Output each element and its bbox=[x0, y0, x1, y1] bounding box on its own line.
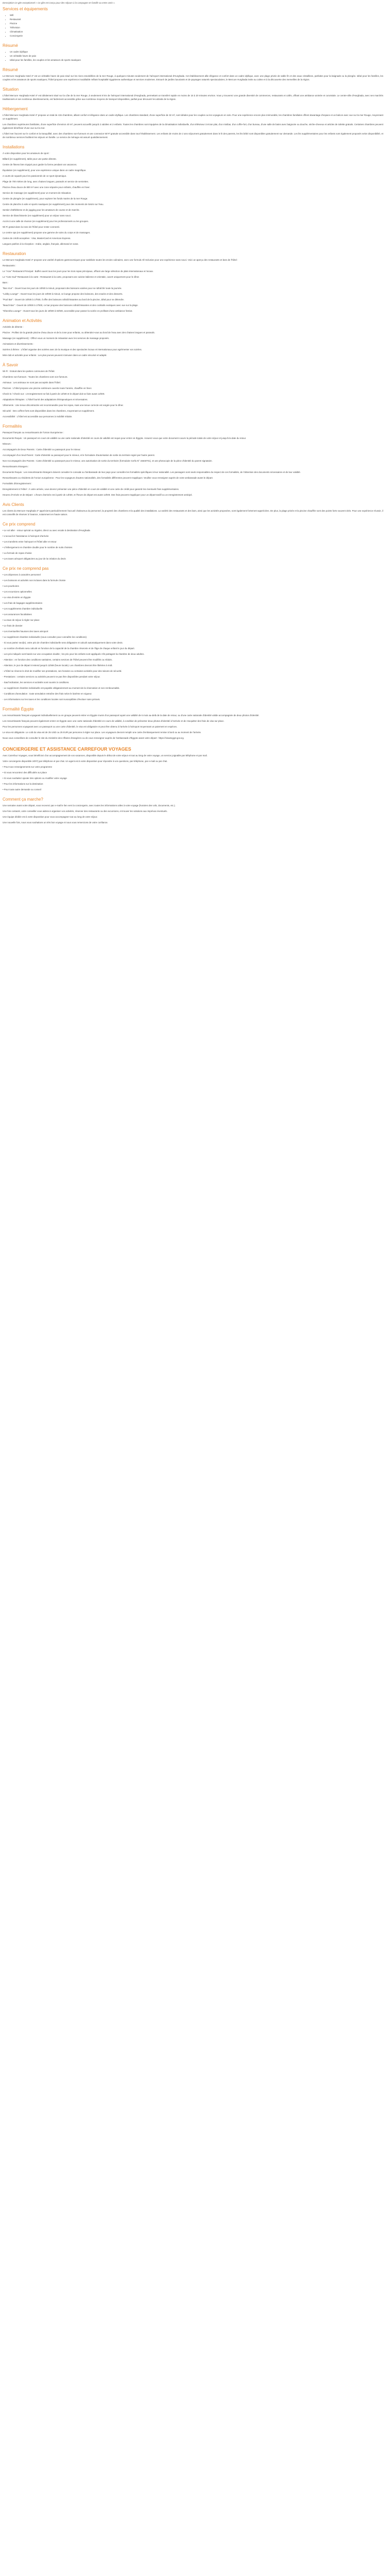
paragraph: Piscine d'eau douce de 800 m² avec une zone séparée pour enfants, chauffée en hiver. bbox=[3, 186, 90, 189]
paragraph: Le Mercure Hurghada Hotel 4* propose une variété d'options gastronomiques pour satisfaire toutes les envies culinaires, avec une formule All Inclusive pour une expérience sans souci. Voici un aperçu des restaurants et bars de l'hôtel : bbox=[3, 259, 238, 261]
paragraph: Les clients du Mercure Hurghada 4* apprécient particulièrement l'accueil chaleureux du personnel, la propreté des chambres et la qualité des installations. La variété des restaurants et des bars, ainsi que les activités proposées, sont également fortement appréciées. De plus, la plage privée et la piscine chauffée sont des points forts souvent cités. Pour une expérience réussie, il est conseillé de réserver à l'avance, notamment en haute saison. bbox=[3, 510, 383, 516]
paragraph: Ressortissants étrangers : bbox=[3, 465, 29, 468]
paragraph: "Sheesha Lounge" : Ouvert tous les jours de 19h00 à 02h00, accessible pour passer la soirée en profitant d'une ambiance festive. bbox=[3, 310, 133, 312]
paragraph: Documents Requis : Les ressortissants étrangers doivent consulter le consulat ou l'ambassade de leur pays pour connaître les formalités spécifiques à leur nationalité. Les passagers sont seuls responsables du respect de ces formalités, de l'obtention des documents nécessaires et de leur validité. bbox=[3, 471, 301, 473]
paragraph: Pour les personnes voyageant avec un passeport ou une carte d'identité, le visa est obligatoire et peut être obtenu à l'arrivée à l'aéroport moyennant un paiement en espèces. bbox=[3, 725, 177, 728]
paragraph: Le centre spa (en supplément) propose une gamme de soins du corps et de massages. bbox=[3, 231, 91, 234]
paragraph: L'hôtel Mercure Hurghada Hotel 4* propose un total de 415 chambres, alliant confort et élégance dans un cadre idyllique. Les chambres standard, d'une superficie de 32 m², sont idéales pour les couples ou les voyageurs en solo. Pour une expérience encore plus mémorable, les chambres familiales offrent davantage d'espace et un balcon avec vue sur la mer Rouge, moyennant un supplément. bbox=[3, 114, 383, 120]
section-body bbox=[3, 74, 383, 81]
paragraph: Votre conciergerie disponible 24h/7j par téléphone et par chat. Un agent est à votre disposition pour répondre à vos questions, par téléphone, par e-mail ou par chat. bbox=[3, 760, 168, 762]
list-item: • Télévision bbox=[10, 26, 383, 29]
list-item: • Piscine bbox=[10, 22, 383, 25]
section-heading: Services et équipements bbox=[3, 7, 48, 11]
paragraph: Passeport français ou ressortissants de l'Union Européenne : bbox=[3, 431, 64, 434]
section-comment bbox=[3, 796, 383, 824]
section-prix_pas bbox=[3, 566, 383, 639]
section-services bbox=[3, 6, 383, 38]
paragraph: Une semaine avant votre départ, vous recevrez par e-mail le lien vers la conciergerie, avec toutes les informations utiles à votre voyage (horaires des vols, documents, etc.). bbox=[3, 804, 176, 807]
paragraph: - Les informations sur les taxes et les conditions locales sont susceptibles d'évoluer sans préavis. bbox=[3, 698, 101, 701]
paragraph: Le Mercure Hurghada Hotel 4* est un véritable havre de paix situé sur les rives ensoleillées de la mer Rouge, à quelques minutes seulement de l'aéroport international d'Hurghada. Cet établissement allie élégance et confort dans un cadre idyllique, avec une plage privée de sable fin et des eaux cristallines, parfaites pour la baignade ou la plongée. Idéal pour les familles, les couples et les amateurs de sports nautiques, l'hôtel propose une expérience inoubliable mêlant hospitalité égyptienne authentique et services modernes. Entouré de jardins luxuriants et de paysages naturels spectaculaires, le Mercure Hurghada invite au calme et à la découverte des merveilles de la région. bbox=[3, 75, 383, 81]
paragraph: Chambres non-fumeurs : Toutes les chambres sont non-fumeurs. bbox=[3, 376, 68, 378]
paragraph: - L'hôtel se réserve le droit de modifier ses prestations, ses horaires ou certaines activités pour des raisons de sécurité. bbox=[3, 670, 122, 672]
paragraph: • Les excursions optionnelles bbox=[3, 590, 32, 593]
list-item: • Conciergerie bbox=[10, 34, 383, 38]
paragraph: Une nouvelle fois, nous vous souhaitons un très bon voyage et nous vous remercions de votre confiance. bbox=[3, 821, 108, 824]
paragraph: • Les assurances facultatives bbox=[3, 613, 32, 616]
section-heading: Formalités bbox=[3, 424, 22, 429]
section-installations bbox=[3, 144, 383, 246]
section-body bbox=[3, 573, 383, 639]
paragraph: Nous vous conseillons de consulter le site du ministère des Affaires étrangères ou de vous renseigner auprès de l'ambassade d'Égypte avant votre départ : https://visa2egypt.gov.eg. bbox=[3, 737, 184, 739]
paragraph: Le visa est obligatoire. Le coût du visa est de 25 USD ou 25 EUR par personne à régler sur place. Les voyageurs devront remplir une carte d'embarquement remise à bord ou au moment de l'arrivée. bbox=[3, 731, 202, 734]
section-resume2 bbox=[3, 67, 383, 81]
section-conditions bbox=[3, 641, 383, 701]
paragraph: - Le supplément chambre individuelle est payable obligatoirement au moment de la réservation et non remboursable. bbox=[3, 687, 120, 689]
paragraph: Adaptations thérapies : L'hôtel fournit des adaptations thérapeutiques et nécessaires. bbox=[3, 398, 88, 401]
paragraph: Une équipe dédiée est à votre disposition pour vous accompagner tout au long de votre séjour. bbox=[3, 816, 98, 818]
paragraph: Sentier d'athlétisme et de jogging pour les amateurs de course et de marche. bbox=[3, 209, 80, 211]
paragraph: - Le nombre d'enfants sera calculé en fonction de la capacité de la chambre réservée et de l'âge de chaque enfant le jour du départ. bbox=[3, 647, 135, 650]
section-heading: CONCIERGERIE ET ASSISTANCE CARREFOUR VOYAGES bbox=[3, 747, 132, 752]
section-body bbox=[3, 509, 383, 516]
section-conciergerie bbox=[3, 746, 383, 791]
paragraph: Accompagné d'un Seul Parent : Carte d'identité ou passeport pour le mineur, et le formulaire d'autorisation de sortie du territoire signé par l'autre parent. bbox=[3, 454, 155, 456]
paragraph: Accès à une salle de réunion (en supplément) pour les professionnels ou les groupes. bbox=[3, 220, 89, 223]
paragraph: • Les dépenses à caractère personnel bbox=[3, 573, 41, 576]
section-body bbox=[3, 754, 383, 791]
paragraph: Heures d'Arrivée et de Départ : L'heure d'arrivée est à partir de 14h00, et l'heure de départ est avant 12h00. Des frais peuvent s'appliquer pour un départ tardif ou un enregistrement anticipé. bbox=[3, 494, 193, 496]
paragraph: • Les transferts entre l'aéroport et l'hôtel aller et retour bbox=[3, 540, 57, 543]
list-item: • Climatisation bbox=[10, 30, 383, 33]
section-restauration bbox=[3, 251, 383, 313]
paragraph: Enregistrement à l'Hôtel : À votre arrivée, vous devrez présenter une pièce d'identité en cours de validité et une carte de crédit pour garantir les éventuels frais supplémentaires. bbox=[3, 488, 180, 490]
paragraph: - Attention, le jour de départ s'entend jusqu'à 11h59 (heure locale). Les chambres devront être libérées à midi. bbox=[3, 664, 113, 667]
paragraph: Centre de plongée (en supplément), pour explorer les fonds marins de la mer Rouge. bbox=[3, 197, 88, 200]
paragraph: • Les suppléments chambre individuelle bbox=[3, 607, 43, 610]
section-heading: Restauration bbox=[3, 251, 26, 256]
paragraph: Accessibilité : L'hôtel est accessible aux personnes à mobilité réduite. bbox=[3, 415, 73, 418]
section-body bbox=[3, 369, 383, 418]
paragraph: • Si vous rencontrez des difficultés sur place bbox=[3, 771, 47, 774]
paragraph: • Le vol aller - retour spécial ou régulier, direct ou avec escale à destination d'Hurghada bbox=[3, 529, 90, 532]
paragraph: Les ressortissants français voyageant individuellement ou en groupe peuvent entrer en Égypte munis d'un passeport ayant une validité de 6 mois au-delà de la date de retour, ou d'une carte nationale d'identité valide accompagnée de deux photos d'identité. bbox=[3, 714, 259, 717]
paragraph: • L'hébergement en chambre double pour le nombre de nuits choisies bbox=[3, 546, 73, 549]
paragraph: Langues parlées à la réception : Arabe, anglais, français, allemand et russe. bbox=[3, 243, 79, 245]
paragraph: Équitation (en supplément), pour une expérience unique dans un cadre magnifique. bbox=[3, 169, 87, 172]
paragraph: À votre disposition pour les amateurs de sport : bbox=[3, 152, 50, 155]
paragraph: Plage de 700 mètres de long, avec chaises longues, parasols et service de serviettes. bbox=[3, 180, 89, 183]
paragraph: Activités de détente : bbox=[3, 326, 24, 328]
paragraph: "Pool Bar" : Ouvert de 10h00 à 17h00, il offre des boissons rafraîchissantes au bord de la piscine, idéal pour se détendre. bbox=[3, 298, 124, 301]
section-savoir bbox=[3, 362, 383, 418]
paragraph: "Beach Bar" : Ouvert de 10h00 à 17h00, ce bar propose des boissons rafraîchissantes et des cocktails exotiques avec vue sur la plage. bbox=[3, 304, 139, 307]
paragraph: Les ressortissants français peuvent également entrer en Égypte avec une carte nationale d'identité en cours de validité, à condition de présenter deux photos d'identité à l'arrivée et de s'acquitter des frais de visa sur place. bbox=[3, 720, 224, 722]
section-avis bbox=[3, 502, 383, 516]
paragraph: Le "Cote Sud" Restaurant à la carte : Restaurant à la carte, proposant une cuisine italienne et orientale, ouvert uniquement pour le dîner. bbox=[3, 276, 140, 278]
paragraph: • Les éventuelles hausses des taxes aéroport bbox=[3, 630, 48, 633]
paragraph: • Pour les informations sur la destination bbox=[3, 783, 43, 785]
paragraph: • Le supplément chambre individuelle (nous consulter pour connaître les conditions) bbox=[3, 636, 87, 638]
paragraph: Mini-club et activités pour enfants : Les plus jeunes peuvent s'amuser dans un cadre sécurisé et adapté. bbox=[3, 354, 107, 357]
paragraph: Centre de fitness bien équipé pour garder la forme pendant vos vacances. bbox=[3, 163, 77, 166]
section-formalites bbox=[3, 423, 383, 497]
paragraph: Restaurants : bbox=[3, 264, 17, 267]
section-heading: Animation et Activités bbox=[3, 318, 42, 323]
paragraph: Centre de planche à voile et sports nautiques (en supplément) pour des moments de loisirs sur l'eau. bbox=[3, 203, 104, 206]
paragraph: - Attention : en fonction des conditions sanitaires, certains services de l'hôtel peuvent être modifiés ou réduits. bbox=[3, 658, 112, 661]
list-item: • Un cadre idyllique bbox=[10, 50, 383, 54]
section-heading: Situation bbox=[3, 87, 19, 92]
section-heading: Résumé bbox=[3, 43, 18, 48]
paragraph: • Les pourboires bbox=[3, 585, 19, 587]
paragraph: 2 courts de squash pour les passionnés de ce sport dynamique. bbox=[3, 175, 67, 177]
paragraph: Service de blanchisserie (en supplément) pour un séjour sans souci. bbox=[3, 214, 72, 217]
paragraph: - Les prix indiqués sont basés sur une occupation double ; les prix pour les enfants sont appliqués s'ils partagent la chambre de deux adultes. bbox=[3, 653, 144, 655]
paragraph: - Sauf indication, les services et activités sont soumis à conditions. bbox=[3, 681, 70, 684]
paragraph: Non Accompagnés des Parents : Carte d'identité ou passeport pour le mineur, une autorisation de sortie du territoire (formulaire Cerfa N° 15646*01), et une photocopie de la pièce d'identité du parent signataire. bbox=[3, 460, 213, 462]
paragraph: Mineurs : bbox=[3, 443, 12, 445]
section-situation bbox=[3, 87, 383, 101]
paragraph: - Si vous partez seul(e), votre prix de chambre individuelle sera obligatoire et calculé automatiquement dans votre devis. bbox=[3, 641, 123, 644]
section-body bbox=[3, 258, 383, 313]
page bbox=[0, 0, 386, 832]
section-heading: Hébergement bbox=[3, 107, 28, 111]
paragraph: • Pour toute autre demande ou conseil bbox=[3, 788, 41, 791]
section-heading: Formalité Égypte bbox=[3, 707, 34, 711]
list-item: • Idéal pour les familles, les couples et les amateurs de sports nautiques bbox=[10, 58, 383, 62]
paragraph: Le "Azur" Restaurant Principal : Buffet ouvert tous les jours pour les trois repas principaux, offrant une large sélection de plats internationaux et locaux. bbox=[3, 270, 154, 273]
section-body bbox=[3, 325, 383, 357]
paragraph: "Bar Azur" : Ouvert tous les jours de 10h00 à minuit, proposant des boissons variées pour se rafraîchir toute la journée. bbox=[3, 287, 122, 290]
paragraph: • L'accueil et l'assistance à l'aéroport d'arrivée bbox=[3, 535, 49, 537]
paragraph: Formalités d'Enregistrement : bbox=[3, 482, 32, 485]
list-item: • Un véritable havre de paix bbox=[10, 54, 383, 58]
section-heading: Avis Clients bbox=[3, 502, 24, 507]
section-animation bbox=[3, 318, 383, 357]
list-item: • Restaurant bbox=[10, 18, 383, 21]
paragraph: Sécurité : Des coffres-forts sont disponibles dans les chambres, moyennant un supplément. bbox=[3, 410, 95, 412]
paragraph: L'hôtel met l'accent sur le confort et la tranquillité, avec des chambres non-fumeurs et une connexion Wi-Fi gratuite accessible dans tout l'établissement. Les enfants de moins de 2 ans séjournent gratuitement dans le lit des parents, les lits bébé sont disponibles gratuitement sur demande. Les lits supplémentaires pour les enfants sont également proposés selon disponibilité, et de nombreux services facilitent les séjours en famille. Le service de ménage est assuré quotidiennement. bbox=[3, 132, 383, 139]
paragraph: • Les frais de bagages supplémentaires bbox=[3, 602, 42, 604]
paragraph: Wi-Fi gratuit dans la zone de l'hôtel pour rester connecté. bbox=[3, 226, 60, 228]
section-body bbox=[3, 641, 383, 701]
section-hebergement bbox=[3, 106, 383, 139]
paragraph: L'hôtel Mercure Hurghada Hotel 4* est idéalement situé sur la côte de la mer Rouge, à seulement 8 km de l'aéroport international d'Hurghada, permettant un transfert rapide en moins de 15 à 20 minutes environ. Vous y trouverez une grande diversité de commerces, restaurants et cafés, offrant une ambiance animée et conviviale. Le centre-ville d'Hurghada, avec ses marchés traditionnels et ses nombreux divertissements, est facilement accessible grâce aux nombreux moyens de transport disponibles, parfait pour découvrir les attraits de la région. bbox=[3, 94, 383, 100]
intro-text: Description Ce gite exceptionnel « Ce gîte est conçu pour des séjours à la campagne en famille ou entre amis ». bbox=[3, 2, 116, 4]
paragraph: • Pour tous renseignements sur votre programme bbox=[3, 766, 52, 768]
paragraph: • Le frais de dossier bbox=[3, 624, 23, 627]
section-body bbox=[3, 94, 383, 101]
section-resume1 bbox=[3, 43, 383, 62]
section-heading: À Savoir bbox=[3, 363, 19, 367]
section-prix_comprend bbox=[3, 521, 383, 561]
paragraph: Animaux : Les animaux ne sont pas acceptés dans l'hôtel. bbox=[3, 381, 61, 384]
paragraph: • La formule de repas choisie bbox=[3, 552, 32, 554]
paragraph: Ressortissants ou résidents de l'Union européenne : Pour les voyageurs d'autres nationalités, des formalités différentes peuvent s'appliquer. Veuillez vous renseigner auprès de votre ambassade avant le départ. bbox=[3, 477, 214, 479]
section-heading: Ce prix ne comprend pas bbox=[3, 566, 49, 571]
content bbox=[3, 6, 383, 824]
section-formalite_egypte bbox=[3, 706, 383, 740]
section-body bbox=[3, 529, 383, 561]
paragraph: Vêtements : Une tenue décontractée est recommandée pour les repas, mais une tenue correcte est exigée pour le dîner. bbox=[3, 404, 124, 406]
section-body bbox=[3, 151, 383, 246]
paragraph: • Les boissons et activités non incluses dans la formule choisie bbox=[3, 579, 66, 582]
paragraph: Accompagnés de Deux Parents : Carte d'identité ou passeport pour le mineur. bbox=[3, 448, 81, 451]
section-body bbox=[3, 431, 383, 497]
section-body bbox=[3, 804, 383, 824]
paragraph: Animations et divertissements : bbox=[3, 343, 34, 345]
paragraph: Service de massage (en supplément) pour un moment de relaxation. bbox=[3, 192, 72, 194]
paragraph: Documents Requis : Un passeport en cours de validité ou une carte nationale d'identité en cours de validité est requis pour entrer en Égypte. Assurez-vous que votre document couvre la période totale de votre séjour et jusqu'à la date du retour. bbox=[3, 437, 247, 439]
paragraph: Wi-Fi : Gratuit dans les parties communes de l'hôtel. bbox=[3, 370, 55, 372]
section-heading: Installations bbox=[3, 145, 25, 149]
paragraph: Avec Carrefour Voyages, vous bénéficiez d'un accompagnement de vos vacances, disponible depuis le début de votre séjour et tout au long de votre voyage, un service joignable par téléphone et par mail. bbox=[3, 754, 207, 757]
bullet-list bbox=[3, 50, 383, 62]
section-body bbox=[3, 113, 383, 139]
paragraph: • Si vous souhaitez ajouter des options ou modifier votre voyage bbox=[3, 777, 67, 779]
paragraph: Soirées à thème : L'hôtel organise des soirées avec de la musique et des spectacles locaux et internationaux pour agrémenter vos soirées. bbox=[3, 348, 142, 351]
paragraph: Une fois contacté, votre conseiller vous aidera à organiser vos activités, réserver des restaurants ou des excursions, et trouver les solutions aux imprévus éventuels. bbox=[3, 810, 168, 812]
paragraph: - Conditions d'annulation : toute annulation entraîne des frais selon le barème en vigueur. bbox=[3, 692, 92, 695]
paragraph: Piscines : L'hôtel propose une piscine extérieure ouverte toute l'année, chauffée en hiver. bbox=[3, 387, 92, 389]
list-item: • Wifi bbox=[10, 13, 383, 17]
section-heading: Résumé bbox=[3, 67, 18, 72]
section-body bbox=[3, 714, 383, 740]
section-heading: Comment ça marche? bbox=[3, 797, 43, 802]
paragraph: Cartes de crédit acceptées : Visa, MasterCard et American Express. bbox=[3, 237, 71, 240]
paragraph: - Prestations : certains services ou activités peuvent ne pas être disponibles pendant votre séjour. bbox=[3, 675, 101, 678]
paragraph: Check-in / Check-out : L'enregistrement se fait à partir de 14h00 et le départ doit se faire avant 12h00. bbox=[3, 393, 105, 395]
paragraph: • Le visa d'entrée en Égypte bbox=[3, 596, 31, 599]
paragraph: • La taxe de séjour à régler sur place bbox=[3, 619, 40, 621]
paragraph: Billard (en supplément), table pour une partie détente. bbox=[3, 158, 57, 160]
paragraph: "Lobby Lounge" : Ouvert tous les jours de 10h00 à minuit, ce lounge propose des boissons, des snacks et des desserts. bbox=[3, 293, 123, 295]
paragraph: Bars : bbox=[3, 281, 9, 284]
paragraph: Piscine : Profitez de la grande piscine d'eau douce et de la zone pour enfants, ou détendez-vous au bord de l'eau avec des chaises longues et parasols. bbox=[3, 331, 155, 334]
paragraph: • Les taxes aéroport obligatoires au jour de la création du devis bbox=[3, 557, 66, 560]
section-heading: Ce prix comprend bbox=[3, 522, 36, 527]
paragraph: Massage (en supplément) : Offrez-vous un moment de relaxation avec les services de massage proposés. bbox=[3, 337, 109, 340]
bullet-list bbox=[3, 13, 383, 38]
paragraph: Les chambres supérieures familiales, d'une superficie d'environ 40 m², peuvent accueillir jusqu'à 2 adultes et 2 enfants. Toutes les chambres sont équipées de la climatisation individuelle, d'un téléviseur à écran plat, d'un minibar, d'un coffre-fort, d'un bureau, d'une salle de bains avec baignoire ou douche, sèche-cheveux et articles de toilette gratuits. Certaines chambres peuvent également bénéficier d'une vue sur la mer. bbox=[3, 123, 383, 129]
